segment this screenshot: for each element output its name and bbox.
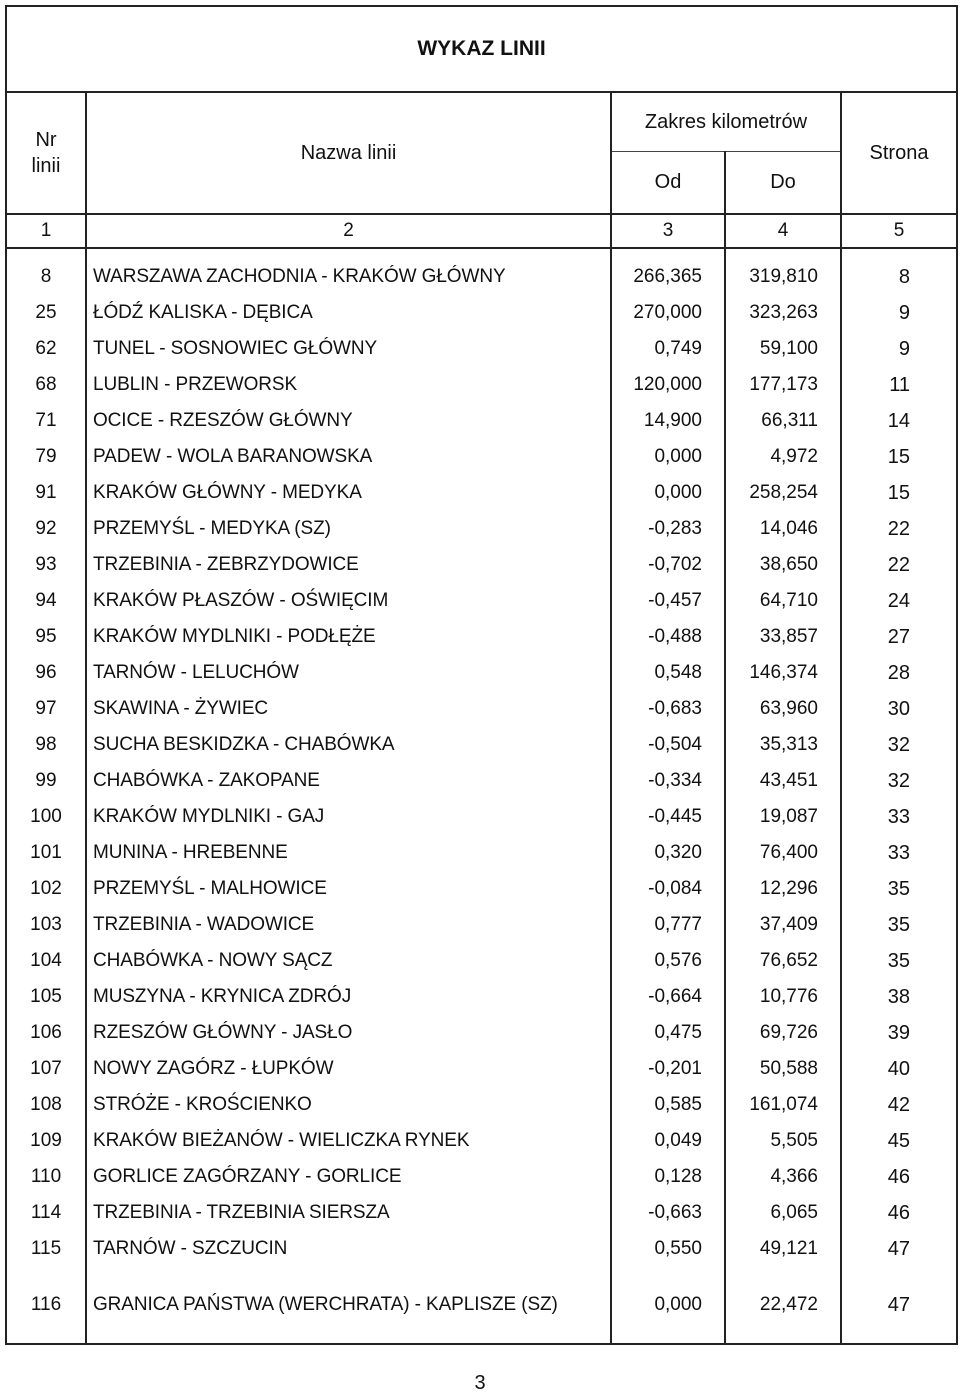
line-number: 115 xyxy=(6,1231,86,1267)
km-from: -0,683 xyxy=(611,691,725,727)
page-ref: 22 xyxy=(841,547,957,583)
line-name: CHABÓWKA - ZAKOPANE xyxy=(86,763,611,799)
table-row xyxy=(6,907,957,943)
line-number: 116 xyxy=(6,1267,86,1344)
spacer-cell xyxy=(86,248,611,259)
line-number: 109 xyxy=(6,1123,86,1159)
table-row xyxy=(6,871,957,907)
page-ref: 32 xyxy=(841,763,957,799)
line-name: PRZEMYŚL - MALHOWICE xyxy=(86,871,611,907)
header-od: Od xyxy=(611,152,725,214)
line-number: 104 xyxy=(6,943,86,979)
table-row xyxy=(6,511,957,547)
line-name: KRAKÓW GŁÓWNY - MEDYKA xyxy=(86,475,611,511)
table-row xyxy=(6,331,957,367)
table-row xyxy=(6,259,957,295)
km-to: 33,857 xyxy=(725,619,841,655)
page-ref: 33 xyxy=(841,799,957,835)
spacer-cell xyxy=(725,248,841,259)
line-name: RZESZÓW GŁÓWNY - JASŁO xyxy=(86,1015,611,1051)
line-name: STRÓŻE - KROŚCIENKO xyxy=(86,1087,611,1123)
line-number: 96 xyxy=(6,655,86,691)
km-to: 4,972 xyxy=(725,439,841,475)
page-ref: 33 xyxy=(841,835,957,871)
table-row xyxy=(6,1087,957,1123)
table-row xyxy=(6,1195,957,1231)
line-name: MUSZYNA - KRYNICA ZDRÓJ xyxy=(86,979,611,1015)
km-from: 0,049 xyxy=(611,1123,725,1159)
km-to: 12,296 xyxy=(725,871,841,907)
table-row xyxy=(6,295,957,331)
km-to: 43,451 xyxy=(725,763,841,799)
table-row xyxy=(6,799,957,835)
table-row xyxy=(6,619,957,655)
km-from: -0,445 xyxy=(611,799,725,835)
table-row xyxy=(6,979,957,1015)
page-ref: 40 xyxy=(841,1051,957,1087)
line-number: 93 xyxy=(6,547,86,583)
page-ref: 46 xyxy=(841,1159,957,1195)
km-from: 0,585 xyxy=(611,1087,725,1123)
km-to: 14,046 xyxy=(725,511,841,547)
table-row xyxy=(6,1267,957,1344)
line-name: CHABÓWKA - NOWY SĄCZ xyxy=(86,943,611,979)
table-row xyxy=(6,763,957,799)
line-number: 107 xyxy=(6,1051,86,1087)
column-number: 5 xyxy=(841,214,957,248)
line-number: 8 xyxy=(6,259,86,295)
page-ref: 47 xyxy=(841,1267,957,1344)
km-from: -0,702 xyxy=(611,547,725,583)
table-row xyxy=(6,655,957,691)
line-name: NOWY ZAGÓRZ - ŁUPKÓW xyxy=(86,1051,611,1087)
km-to: 323,263 xyxy=(725,295,841,331)
km-to: 69,726 xyxy=(725,1015,841,1051)
line-number: 91 xyxy=(6,475,86,511)
km-from: 0,550 xyxy=(611,1231,725,1267)
table-row xyxy=(6,1051,957,1087)
km-from: -0,283 xyxy=(611,511,725,547)
line-name: GORLICE ZAGÓRZANY - GORLICE xyxy=(86,1159,611,1195)
km-to: 22,472 xyxy=(725,1267,841,1344)
table-row xyxy=(6,727,957,763)
km-from: 0,000 xyxy=(611,439,725,475)
km-to: 59,100 xyxy=(725,331,841,367)
km-to: 10,776 xyxy=(725,979,841,1015)
column-number: 2 xyxy=(86,214,611,248)
km-from: 120,000 xyxy=(611,367,725,403)
km-to: 6,065 xyxy=(725,1195,841,1231)
line-name: SUCHA BESKIDZKA - CHABÓWKA xyxy=(86,727,611,763)
table-row xyxy=(6,1015,957,1051)
line-number: 106 xyxy=(6,1015,86,1051)
table-row xyxy=(6,439,957,475)
page-ref: 32 xyxy=(841,727,957,763)
page-ref: 39 xyxy=(841,1015,957,1051)
line-number: 108 xyxy=(6,1087,86,1123)
page-ref: 35 xyxy=(841,907,957,943)
km-from: 270,000 xyxy=(611,295,725,331)
column-number: 1 xyxy=(6,214,86,248)
km-from: 0,128 xyxy=(611,1159,725,1195)
km-from: 0,548 xyxy=(611,655,725,691)
km-to: 38,650 xyxy=(725,547,841,583)
page-ref: 15 xyxy=(841,439,957,475)
header-zakres: Zakres kilometrów xyxy=(611,92,841,152)
km-to: 258,254 xyxy=(725,475,841,511)
line-number: 101 xyxy=(6,835,86,871)
table-row xyxy=(6,1231,957,1267)
page-ref: 35 xyxy=(841,943,957,979)
line-name: MUNINA - HREBENNE xyxy=(86,835,611,871)
km-to: 49,121 xyxy=(725,1231,841,1267)
km-to: 76,400 xyxy=(725,835,841,871)
km-from: 0,000 xyxy=(611,475,725,511)
line-number: 103 xyxy=(6,907,86,943)
line-number: 102 xyxy=(6,871,86,907)
line-number: 25 xyxy=(6,295,86,331)
line-name: GRANICA PAŃSTWA (WERCHRATA) - KAPLISZE (SZ) xyxy=(86,1267,611,1344)
spacer-cell xyxy=(6,248,86,259)
km-to: 177,173 xyxy=(725,367,841,403)
page-ref: 47 xyxy=(841,1231,957,1267)
header-nr-line1: Nr xyxy=(35,129,57,151)
km-to: 66,311 xyxy=(725,403,841,439)
km-to: 4,366 xyxy=(725,1159,841,1195)
page-ref: 9 xyxy=(841,331,957,367)
km-from: 0,475 xyxy=(611,1015,725,1051)
km-from: -0,084 xyxy=(611,871,725,907)
column-number: 4 xyxy=(725,214,841,248)
km-from: -0,488 xyxy=(611,619,725,655)
km-from: -0,663 xyxy=(611,1195,725,1231)
page-ref: 14 xyxy=(841,403,957,439)
page-ref: 28 xyxy=(841,655,957,691)
page-ref: 11 xyxy=(841,367,957,403)
km-from: -0,334 xyxy=(611,763,725,799)
page-ref: 45 xyxy=(841,1123,957,1159)
line-number: 105 xyxy=(6,979,86,1015)
header-nr-line2: linii xyxy=(31,155,61,177)
line-number: 68 xyxy=(6,367,86,403)
km-from: 0,320 xyxy=(611,835,725,871)
page-number: 3 xyxy=(474,1372,486,1394)
table-row xyxy=(6,475,957,511)
page-ref: 8 xyxy=(841,259,957,295)
line-name: PRZEMYŚL - MEDYKA (SZ) xyxy=(86,511,611,547)
line-name: TARNÓW - LELUCHÓW xyxy=(86,655,611,691)
header-nazwa: Nazwa linii xyxy=(86,92,611,214)
line-number: 95 xyxy=(6,619,86,655)
km-from: -0,504 xyxy=(611,727,725,763)
page-ref: 30 xyxy=(841,691,957,727)
table-row xyxy=(6,691,957,727)
line-number: 92 xyxy=(6,511,86,547)
km-to: 161,074 xyxy=(725,1087,841,1123)
page-ref: 15 xyxy=(841,475,957,511)
header-nr xyxy=(6,92,86,214)
km-to: 5,505 xyxy=(725,1123,841,1159)
line-name: TRZEBINIA - WADOWICE xyxy=(86,907,611,943)
km-from: 266,365 xyxy=(611,259,725,295)
line-number: 99 xyxy=(6,763,86,799)
page-ref: 9 xyxy=(841,295,957,331)
km-from: -0,664 xyxy=(611,979,725,1015)
line-name: KRAKÓW PŁASZÓW - OŚWIĘCIM xyxy=(86,583,611,619)
line-number: 110 xyxy=(6,1159,86,1195)
km-from: 0,749 xyxy=(611,331,725,367)
km-from: -0,201 xyxy=(611,1051,725,1087)
km-to: 37,409 xyxy=(725,907,841,943)
column-number: 3 xyxy=(611,214,725,248)
line-name: ŁÓDŹ KALISKA - DĘBICA xyxy=(86,295,611,331)
page-ref: 46 xyxy=(841,1195,957,1231)
table-row xyxy=(6,367,957,403)
line-name: KRAKÓW MYDLNIKI - PODŁĘŻE xyxy=(86,619,611,655)
line-number: 94 xyxy=(6,583,86,619)
table-row xyxy=(6,403,957,439)
line-name: TRZEBINIA - ZEBRZYDOWICE xyxy=(86,547,611,583)
spacer-cell xyxy=(611,248,725,259)
table-title: WYKAZ LINII xyxy=(6,6,957,92)
table-row xyxy=(6,583,957,619)
line-name: LUBLIN - PRZEWORSK xyxy=(86,367,611,403)
km-to: 146,374 xyxy=(725,655,841,691)
km-to: 64,710 xyxy=(725,583,841,619)
line-number: 97 xyxy=(6,691,86,727)
km-from: 0,000 xyxy=(611,1267,725,1344)
km-to: 35,313 xyxy=(725,727,841,763)
line-number: 100 xyxy=(6,799,86,835)
line-name: TARNÓW - SZCZUCIN xyxy=(86,1231,611,1267)
table-row xyxy=(6,1159,957,1195)
table-row xyxy=(6,1123,957,1159)
line-name: OCICE - RZESZÓW GŁÓWNY xyxy=(86,403,611,439)
line-name: TRZEBINIA - TRZEBINIA SIERSZA xyxy=(86,1195,611,1231)
table-row xyxy=(6,835,957,871)
line-name: SKAWINA - ŻYWIEC xyxy=(86,691,611,727)
line-name: PADEW - WOLA BARANOWSKA xyxy=(86,439,611,475)
page-ref: 35 xyxy=(841,871,957,907)
page-ref: 42 xyxy=(841,1087,957,1123)
header-strona: Strona xyxy=(841,92,957,214)
km-from: 0,576 xyxy=(611,943,725,979)
km-to: 50,588 xyxy=(725,1051,841,1087)
line-number: 71 xyxy=(6,403,86,439)
line-number: 79 xyxy=(6,439,86,475)
page-ref: 38 xyxy=(841,979,957,1015)
km-to: 19,087 xyxy=(725,799,841,835)
km-from: 14,900 xyxy=(611,403,725,439)
line-name: WARSZAWA ZACHODNIA - KRAKÓW GŁÓWNY xyxy=(86,259,611,295)
line-name: KRAKÓW MYDLNIKI - GAJ xyxy=(86,799,611,835)
km-to: 319,810 xyxy=(725,259,841,295)
line-list-table xyxy=(5,5,958,1345)
table-row xyxy=(6,943,957,979)
line-number: 62 xyxy=(6,331,86,367)
page-ref: 27 xyxy=(841,619,957,655)
line-name: TUNEL - SOSNOWIEC GŁÓWNY xyxy=(86,331,611,367)
line-number: 98 xyxy=(6,727,86,763)
km-from: -0,457 xyxy=(611,583,725,619)
line-name: KRAKÓW BIEŻANÓW - WIELICZKA RYNEK xyxy=(86,1123,611,1159)
spacer-cell xyxy=(841,248,957,259)
km-to: 76,652 xyxy=(725,943,841,979)
km-from: 0,777 xyxy=(611,907,725,943)
page-ref: 22 xyxy=(841,511,957,547)
table-row xyxy=(6,547,957,583)
line-number: 114 xyxy=(6,1195,86,1231)
page-ref: 24 xyxy=(841,583,957,619)
table-body xyxy=(6,259,957,1344)
km-to: 63,960 xyxy=(725,691,841,727)
header-do: Do xyxy=(725,152,841,214)
